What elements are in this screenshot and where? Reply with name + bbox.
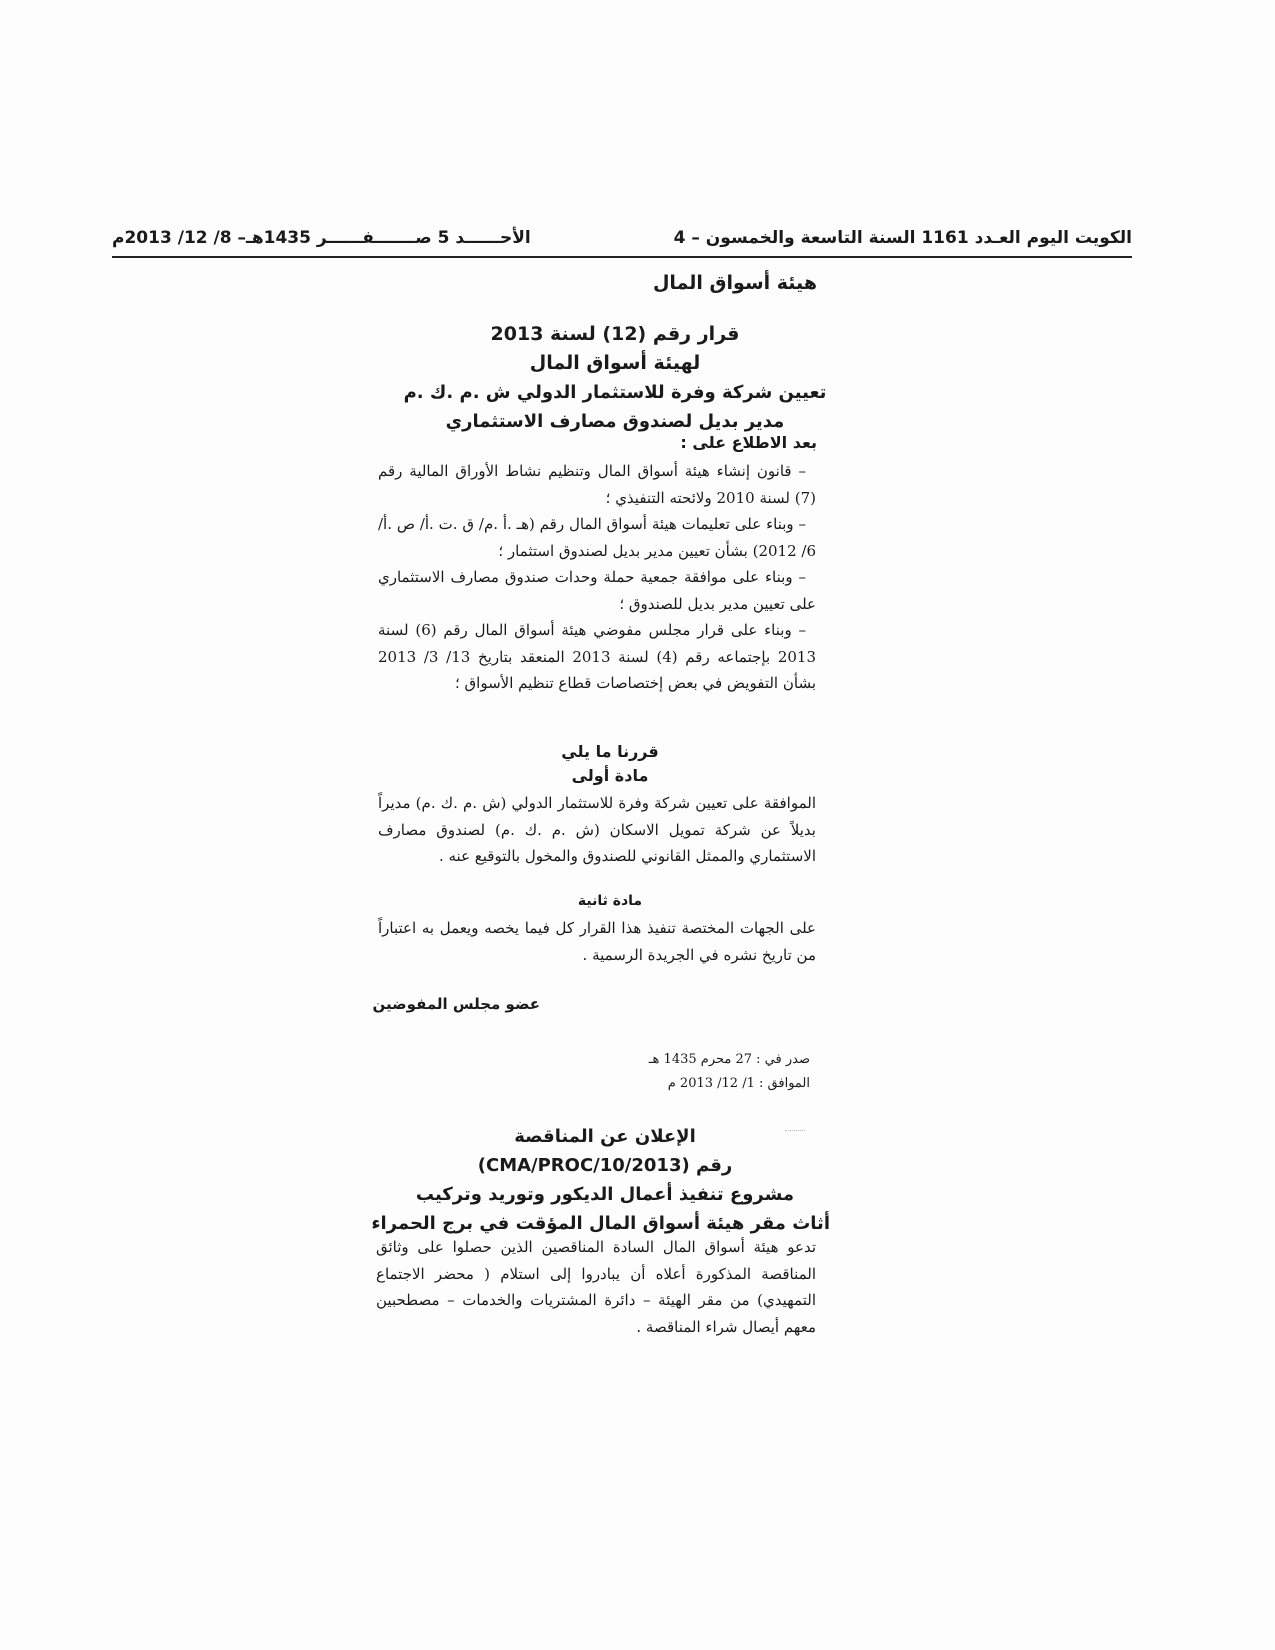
header-date: الأحــــــد 5 صـــــــفــــــر 1435هـ– 8/ 12/ 2013م <box>112 228 531 248</box>
article2-text <box>378 915 816 968</box>
issue-date-gregorian: الموافق : 1/ 12/ 2013 م <box>667 1076 810 1091</box>
decision-number: قرار رقم (12) لسنة 2013 <box>490 323 740 345</box>
tender-project-cont: أثاث مقر هيئة أسواق المال المؤقت في برج الحمراء <box>371 1213 830 1234</box>
decision-subject: تعيين شركة وفرة للاستثمار الدولي ش .م .ك .م <box>403 382 827 403</box>
decision-authority: لهيئة أسواق المال <box>529 352 701 374</box>
tender-project: مشروع تنفيذ أعمال الديكور وتوريد وتركيب <box>415 1184 795 1205</box>
header-rule <box>112 256 1132 258</box>
issue-date-block <box>649 1048 810 1096</box>
article2-title: مادة ثانية <box>577 893 643 909</box>
tender-paragraph: تدعو هيئة أسواق المال السادة المناقصين الذين حصلوا على وثائق المناقصة المذكورة أعلاه أن يبادروا إلى استلام ( محضر الاجتماع التمهيدي) من مقر الهيئة – دائرة المشتريات والخدمات – مصطحبين معهم أيصال شراء المناقصة . <box>376 1238 816 1336</box>
decision-subject-cont: مدير بديل لصندوق مصارف الاستثماري <box>445 411 785 432</box>
signature-title: عضو مجلس المفوضين <box>372 995 540 1013</box>
decided-heading: قررنا ما يلي <box>561 742 659 761</box>
decision-headings <box>380 320 850 436</box>
preamble-clause: – وبناء على تعليمات هيئة أسواق المال رقم (هـ .أ .م/ ق .ت .أ/ ص .أ/ 6/ 2012) بشأن تعيين مدير بديل لصندوق استثمار ؛ <box>378 515 816 560</box>
preamble-clause: – وبناء على قرار مجلس مفوضي هيئة أسواق المال رقم (6) لسنة 2013 بإجتماعه رقم (4) لسنة 2013 المنعقد بتاريخ 13/ 3/ 2013 بشأن التفويض في بعض إختصاصات قطاع تنظيم الأسواق ؛ <box>378 621 816 692</box>
tender-title: الإعلان عن المناقصة <box>514 1126 696 1147</box>
header-issue-info: الكويت اليوم العـدد 1161 السنة التاسعة والخمسون – 4 <box>673 228 1132 248</box>
article1-title: مادة أولى <box>571 766 649 785</box>
preamble-clause: – وبناء على موافقة جمعية حملة وحدات صندوق مصارف الاستثماري على تعيين مدير بديل للصندوق ؛ <box>378 568 816 613</box>
article2-paragraph: على الجهات المختصة تنفيذ هذا القرار كل فيما يخصه ويعمل به اعتباراً من تاريخ نشره في الجريدة الرسمية . <box>378 919 816 964</box>
preamble-clauses <box>378 458 816 697</box>
section-title: هيئة أسواق المال <box>652 272 817 294</box>
preamble-label: بعد الاطلاع على : <box>680 433 817 452</box>
preamble-clause: – قانون إنشاء هيئة أسواق المال وتنظيم نشاط الأوراق المالية رقم (7) لسنة 2010 ولائحته التنفيذي ؛ <box>378 462 816 507</box>
running-header <box>112 222 1132 258</box>
issue-date-hijri: صدر في : 27 محرم 1435 هـ <box>648 1052 810 1067</box>
tender-headings <box>371 1122 830 1238</box>
article1-paragraph: الموافقة على تعيين شركة وفرة للاستثمار الدولي (ش .م .ك .م) مديراً بديلاً عن شركة تمويل الاسكان (ش .م .ك .م) لصندوق مصارف الاستثماري والممثل القانوني للصندوق والمخول بالتوقيع عنه . <box>378 794 816 865</box>
tender-number: رقم (CMA/PROC/10/2013) <box>477 1155 733 1176</box>
article1-text <box>378 790 816 870</box>
tender-text <box>376 1234 816 1340</box>
